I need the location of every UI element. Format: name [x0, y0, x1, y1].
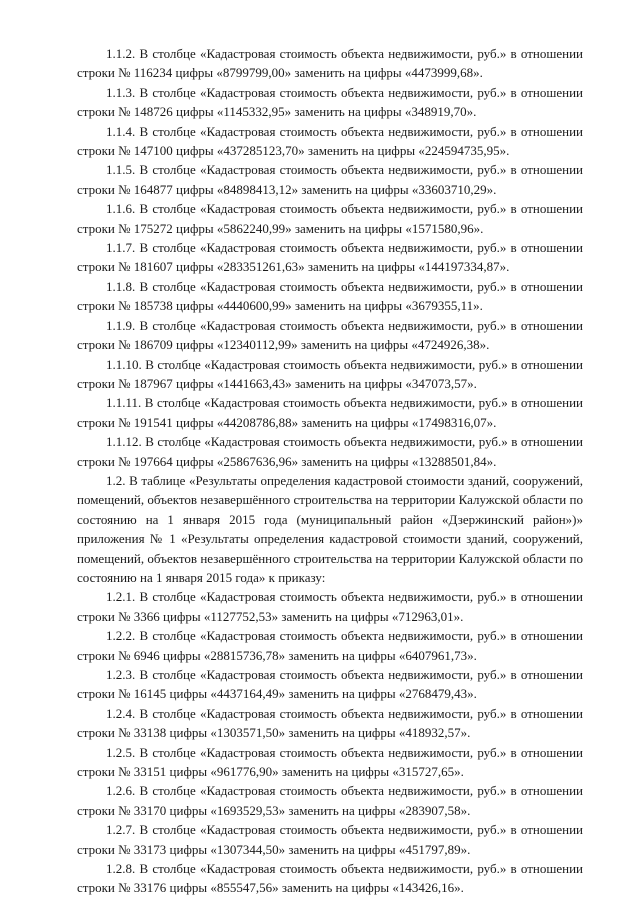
paragraph-1-1-7: 1.1.7. В столбце «Кадастровая стоимость объекта недвижимости, руб.» в отношении строки № 181607 цифры «283351261,63» заменить на цифры «144197334,87». [77, 240, 583, 275]
paragraph-1-1-3: 1.1.3. В столбце «Кадастровая стоимость объекта недвижимости, руб.» в отношении строки № 148726 цифры «1145332,95» заменить на цифры «348919,70». [77, 84, 583, 120]
paragraph-1-1-8: 1.1.8. В столбце «Кадастровая стоимость объекта недвижимости, руб.» в отношении строки № 185738 цифры «4440600,99» заменить на цифры «3679355,11». [77, 278, 583, 314]
paragraph-1-1-10: 1.1.10. В столбце «Кадастровая стоимость объекта недвижимости, руб.» в отношении строки № 187967 цифры «1441663,43» заменить на цифры «347073,57». [77, 356, 583, 391]
paragraph-1-2: 1.2. В таблице «Результаты определения кадастровой стоимости зданий, сооружений, помещений, объектов незавершённого строительства на территории Калужской области по состоянию на 1 января 2015 года (муниципальный район «Дзержинский район»)» приложения № 1 «Результаты определения кадастровой стоимости зданий, сооружений, помещений, объектов незавершённого строительства на территории Калужской области по состоянию на 1 января 2015 года» к приказу: [77, 472, 583, 585]
paragraph-1-1-2: 1.1.2. В столбце «Кадастровая стоимость объекта недвижимости, руб.» в отношении строки № 116234 цифры «8799799,00» заменить на цифры «4473999,68». [77, 46, 583, 81]
paragraph-1-1-5: 1.1.5. В столбце «Кадастровая стоимость объекта недвижимости, руб.» в отношении строки № 164877 цифры «84898413,12» заменить на цифры «33603710,29». [77, 162, 583, 197]
paragraph-1-2-3: 1.2.3. В столбце «Кадастровая стоимость объекта недвижимости, руб.» в отношении строки № 16145 цифры «4437164,49» заменить на цифры «2768479,43». [77, 667, 583, 702]
paragraph-1-2-7: 1.2.7. В столбце «Кадастровая стоимость объекта недвижимости, руб.» в отношении строки № 33173 цифры «1307344,50» заменить на цифры «451797,89». [77, 822, 583, 857]
paragraph-1-1-4: 1.1.4. В столбце «Кадастровая стоимость объекта недвижимости, руб.» в отношении строки № 147100 цифры «437285123,70» заменить на цифры «224594735,95». [77, 123, 583, 159]
document-page [77, 44, 583, 898]
paragraph-1-2-6: 1.2.6. В столбце «Кадастровая стоимость объекта недвижимости, руб.» в отношении строки № 33170 цифры «1693529,53» заменить на цифры «283907,58». [77, 783, 583, 818]
paragraph-1-2-1: 1.2.1. В столбце «Кадастровая стоимость объекта недвижимости, руб.» в отношении строки № 3366 цифры «1127752,53» заменить на цифры «712963,01». [77, 589, 583, 624]
paragraph-1-2-4: 1.2.4. В столбце «Кадастровая стоимость объекта недвижимости, руб.» в отношении строки № 33138 цифры «1303571,50» заменить на цифры «418932,57». [77, 705, 583, 741]
paragraph-1-2-5: 1.2.5. В столбце «Кадастровая стоимость объекта недвижимости, руб.» в отношении строки № 33151 цифры «961776,90» заменить на цифры «315727,65». [77, 744, 583, 780]
paragraph-1-1-12: 1.1.12. В столбце «Кадастровая стоимость объекта недвижимости, руб.» в отношении строки № 197664 цифры «25867636,96» заменить на цифры «13288501,84». [77, 434, 583, 469]
paragraph-1-2-8: 1.2.8. В столбце «Кадастровая стоимость объекта недвижимости, руб.» в отношении строки № 33176 цифры «855547,56» заменить на цифры «143426,16». [77, 861, 583, 896]
paragraph-1-1-11: 1.1.11. В столбце «Кадастровая стоимость объекта недвижимости, руб.» в отношении строки № 191541 цифры «44208786,88» заменить на цифры «17498316,07». [77, 395, 583, 430]
paragraph-1-1-6: 1.1.6. В столбце «Кадастровая стоимость объекта недвижимости, руб.» в отношении строки № 175272 цифры «5862240,99» заменить на цифры «1571580,96». [77, 201, 583, 236]
paragraph-1-2-2: 1.2.2. В столбце «Кадастровая стоимость объекта недвижимости, руб.» в отношении строки № 6946 цифры «28815736,78» заменить на цифры «6407961,73». [77, 628, 583, 663]
paragraph-1-1-9: 1.1.9. В столбце «Кадастровая стоимость объекта недвижимости, руб.» в отношении строки № 186709 цифры «12340112,99» заменить на цифры «4724926,38». [77, 317, 583, 353]
